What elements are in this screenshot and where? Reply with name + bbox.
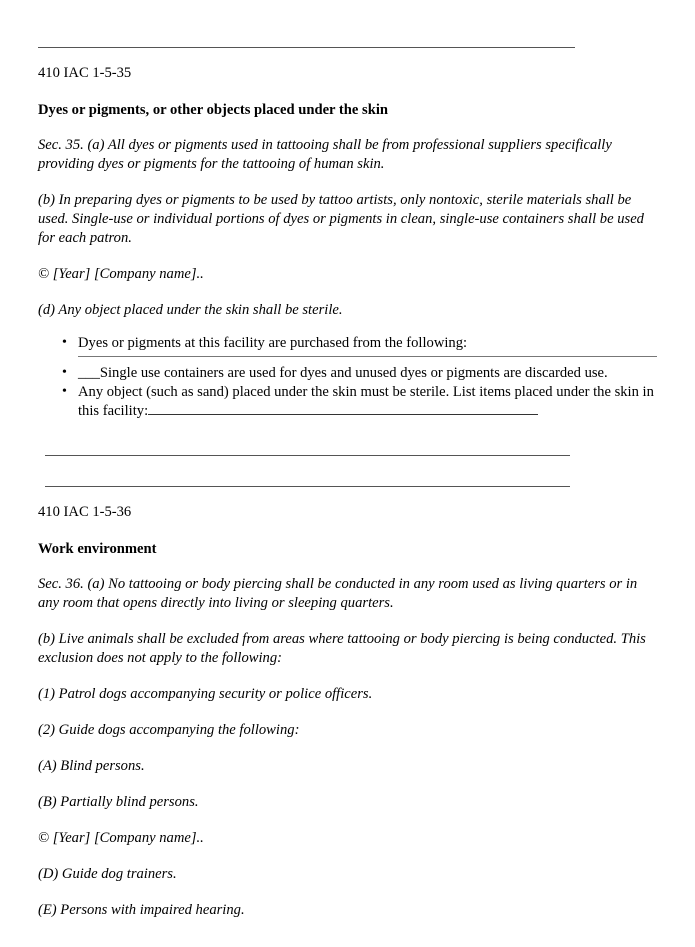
list-item[interactable] (38, 364, 657, 383)
paragraph-sec-36-b-2: (2) Guide dogs accompanying the following: (38, 722, 300, 739)
list-item[interactable] (38, 383, 657, 421)
top-divider-rule (38, 47, 575, 48)
section-heading-dyes-or-pigments: Dyes or pigments, or other objects placed under the skin (38, 101, 388, 118)
paragraph-sec-36-b-2-B: (B) Partially blind persons. (38, 794, 199, 811)
list-item[interactable] (38, 334, 657, 357)
paragraph-sec-36-b: (b) Live animals shall be excluded from areas where tattooing or body piercing is being conducted. This exclusion does not apply to the following: (38, 631, 646, 667)
paragraph-sec-36-b-1: (1) Patrol dogs accompanying security or police officers. (38, 686, 373, 703)
checklist-item-text: ___Single use containers are used for dyes and unused dyes or pigments are discarded use. (78, 365, 608, 382)
write-in-blank-rule[interactable] (78, 356, 657, 357)
middle-divider-rule-a (45, 455, 570, 456)
middle-divider-rule-b (45, 486, 570, 487)
paragraph-sec-36-a: Sec. 36. (a) No tattooing or body piercing shall be conducted in any room used as living quarters or in any room that opens directly into living or sleeping quarters. (38, 576, 638, 612)
copyright-notice-2: © [Year] [Company name].. (38, 830, 204, 847)
write-in-blank-inline[interactable] (148, 402, 538, 415)
paragraph-sec-35-a: Sec. 35. (a) All dyes or pigments used in tattooing shall be from professional suppliers specifically providing dyes or pigments for the tattooing of human skin. (38, 137, 612, 173)
citation-1-5-35: 410 IAC 1-5-35 (38, 65, 132, 81)
checklist-item-text: Any object (such as sand) placed under the skin must be sterile. List items placed under the skin in this facility: (78, 384, 654, 420)
paragraph-sec-35-b: (b) In preparing dyes or pigments to be used by tattoo artists, only nontoxic, sterile materials shall be used. Single-use or individual portions of dyes or pigments in clean, single-use containers shall be used for each patron. (38, 192, 644, 247)
section-heading-work-environment: Work environment (38, 540, 157, 557)
checklist-item-text: Dyes or pigments at this facility are purchased from the following: (78, 335, 468, 352)
checklist-dyes-or-pigments (38, 334, 657, 421)
paragraph-sec-36-b-2-A: (A) Blind persons. (38, 758, 145, 775)
paragraph-sec-36-b-2-D: (D) Guide dog trainers. (38, 866, 177, 883)
copyright-notice-1: © [Year] [Company name].. (38, 266, 204, 283)
citation-1-5-36: 410 IAC 1-5-36 (38, 504, 132, 520)
document-page (0, 47, 695, 947)
paragraph-sec-35-d: (d) Any object placed under the skin shall be sterile. (38, 302, 343, 319)
paragraph-sec-36-b-2-E: (E) Persons with impaired hearing. (38, 902, 245, 919)
